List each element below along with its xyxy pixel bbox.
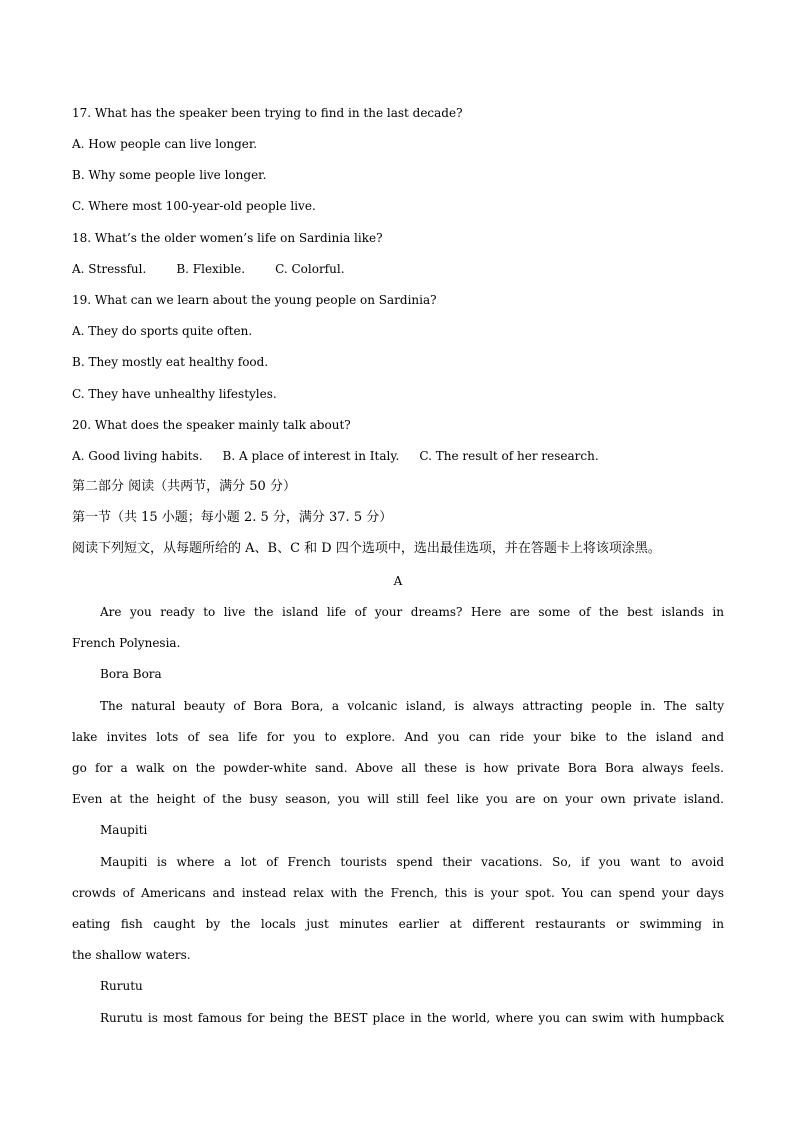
passage-label: A	[393, 574, 403, 588]
passage-intro-line-1: Are you ready to live the island life of your dreams? Here are some of the best islands in	[100, 605, 724, 619]
q18-options	[72, 261, 724, 277]
q17-option-c: C. Where most 100-year-old people live.	[72, 199, 316, 213]
maupiti-line-3: eating fish caught by the locals just minutes earlier at different restaurants or swimming in	[72, 917, 724, 931]
island-heading-maupiti: Maupiti	[100, 823, 148, 837]
bora-bora-line-2: lake invites lots of sea life for you to explore. And you can ride your bike to the island and	[72, 730, 724, 744]
question-18: 18. What’s the older women’s life on Sardinia like?	[72, 231, 383, 245]
island-heading-bora-bora: Bora Bora	[100, 667, 162, 681]
q20-option-c: C. The result of her research.	[419, 449, 599, 463]
island-heading-rurutu: Rurutu	[100, 979, 143, 993]
q18-option-c: C. Colorful.	[275, 262, 345, 276]
q20-options	[72, 448, 724, 464]
q19-option-c: C. They have unhealthy lifestyles.	[72, 387, 277, 401]
bora-bora-line-1: The natural beauty of Bora Bora, a volcanic island, is always attracting people in. The salty	[100, 699, 724, 713]
maupiti-line-1: Maupiti is where a lot of French tourists spend their vacations. So, if you want to avoid	[100, 855, 724, 869]
question-19: 19. What can we learn about the young people on Sardinia?	[72, 293, 437, 307]
maupiti-line-2: crowds of Americans and instead relax with the French, this is your spot. You can spend your days	[72, 886, 724, 900]
part-two-heading: 第二部分 阅读（共两节，满分 50 分）	[72, 479, 296, 494]
q18-option-a: A. Stressful.	[72, 262, 147, 276]
rurutu-line-1: Rurutu is most famous for being the BEST place in the world, where you can swim with humpback	[100, 1011, 724, 1025]
q17-option-a: A. How people can live longer.	[72, 137, 258, 151]
maupiti-line-4: the shallow waters.	[72, 948, 191, 962]
reading-instruction: 阅读下列短文，从每题所给的 A、B、C 和 D 四个选项中，选出最佳选项，并在答题卡上将该项涂黑。	[72, 541, 661, 556]
q18-option-b: B. Flexible.	[176, 262, 246, 276]
question-20: 20. What does the speaker mainly talk about?	[72, 418, 351, 432]
q17-option-b: B. Why some people live longer.	[72, 168, 267, 182]
question-17: 17. What has the speaker been trying to find in the last decade?	[72, 106, 463, 120]
bora-bora-line-3: go for a walk on the powder-white sand. Above all these is how private Bora Bora always feels.	[72, 761, 724, 775]
bora-bora-line-4: Even at the height of the busy season, you will still feel like you are on your own private island.	[72, 792, 724, 806]
section-one-heading: 第一节（共 15 小题；每小题 2. 5 分，满分 37. 5 分）	[72, 510, 393, 525]
q19-option-b: B. They mostly eat healthy food.	[72, 355, 269, 369]
q20-option-a: A. Good living habits.	[72, 449, 203, 463]
q20-option-b: B. A place of interest in Italy.	[222, 449, 400, 463]
q19-option-a: A. They do sports quite often.	[72, 324, 253, 338]
passage-intro-line-2: French Polynesia.	[72, 636, 181, 650]
